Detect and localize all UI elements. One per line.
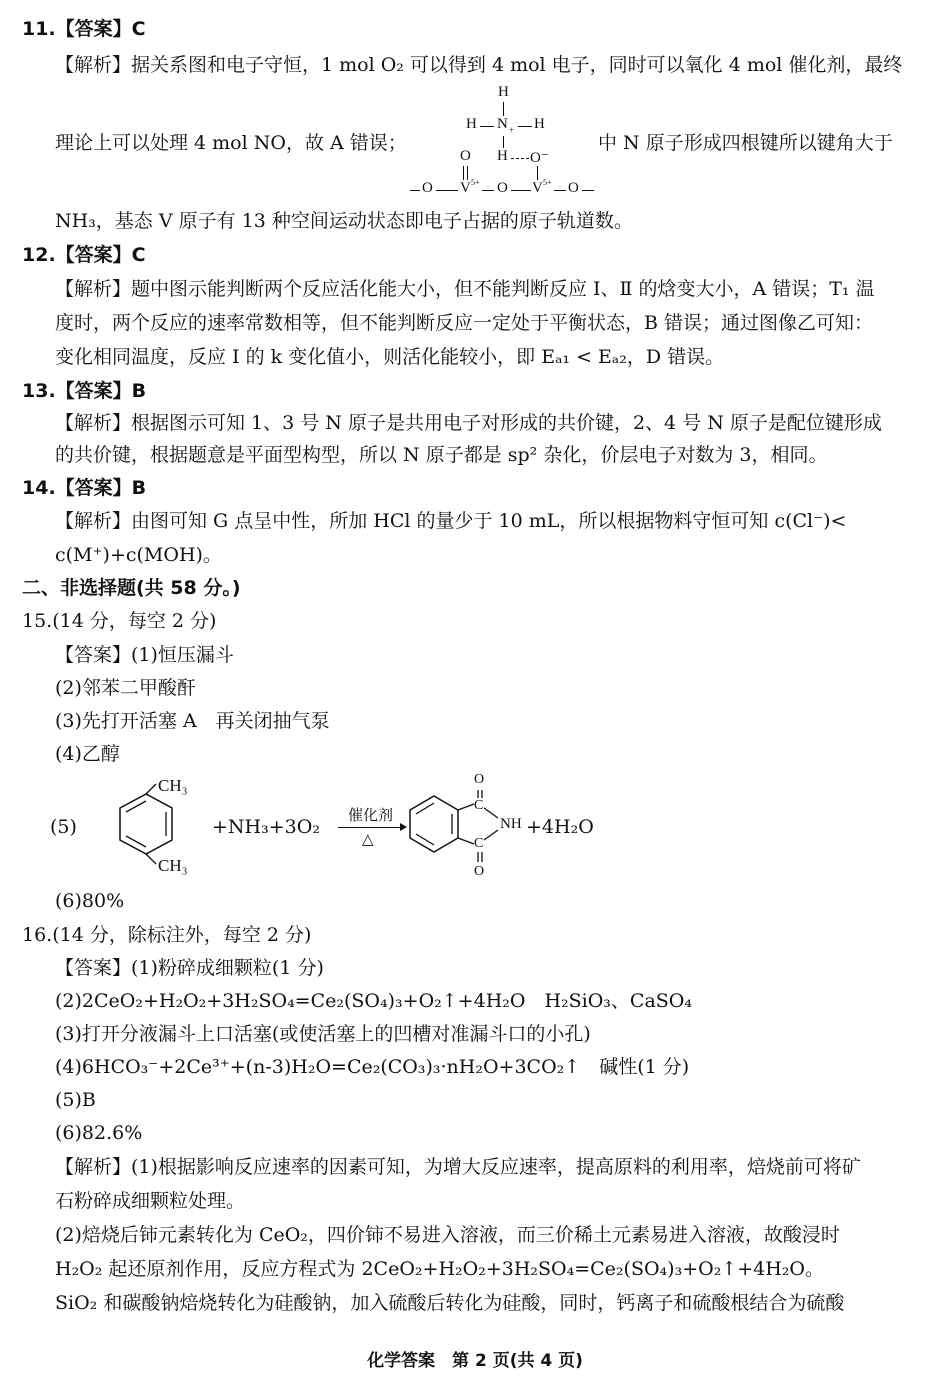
struct-v2-charge: 5+ [543,178,552,187]
q11-explanation-line3: NH₃，基态 V 原子有 13 种空间运动状态即电子占据的原子轨道数。 [55,210,633,232]
q15-heading: 15.(14 分，每空 2 分) [22,610,217,632]
struct-chain-o3: O [568,180,579,196]
bond-line [582,190,594,191]
bond-line [511,190,531,191]
struct-o-minus: O⁻ [530,150,549,166]
struct-h-left: H [466,116,477,132]
bond-line [537,166,538,180]
q14-explanation-line1: 【解析】由图可知 G 点呈中性，所加 HCl 的量少于 10 mL，所以根据物料守恒可知 c(Cl⁻)< [55,510,847,532]
struct-h-bottom: H [497,148,508,164]
q11-explanation-line1: 【解析】据关系图和电子守恒，1 mol O₂ 可以得到 4 mol 电子，同时可以氧化 4 mol 催化剂，最终 [55,54,903,76]
struct-n: N [497,116,508,132]
q12-answer-heading: 12.【答案】C [22,244,146,266]
q15-reaction-figure [50,770,610,886]
catalyst-label: 催化剂 [348,808,394,824]
bond-line [482,190,494,191]
reactants-text: +NH₃+3O₂ [212,816,320,838]
bond-line [410,190,420,191]
ch3-bottom: CH₃ [158,856,188,875]
bond-line [503,136,504,148]
struct-v1: V [460,180,471,196]
q13-explanation-line2: 的共价键，根据题意是平面型构型，所以 N 原子都是 sp² 杂化，价层电子对数为 3，相同。 [55,444,828,466]
page-footer: 化学答案 第 2 页(共 4 页) [367,1351,583,1371]
q14-answer-heading: 14.【答案】B [22,477,147,499]
bond-line [503,102,504,116]
struct-chain-o1: O [422,180,433,196]
q11-answer-heading: 11.【答案】C [22,18,146,40]
reaction-arrow [338,827,404,828]
q16-heading: 16.(14 分，除标注外，每空 2 分) [22,924,312,946]
struct-chain-o2: O [497,180,508,196]
heat-symbol: △ [362,832,374,848]
carbonyl-o-bottom: O [474,864,485,879]
imide-nh: NH [500,816,522,832]
section-2-heading: 二、非选择题(共 58 分。) [22,577,241,599]
q16-answer-3: (3)打开分液漏斗上口活塞(或使活塞上的凹槽对准漏斗口的小孔) [55,1023,591,1045]
q16-answer-6: (6)82.6% [55,1122,143,1144]
struct-v1-charge: 5+ [471,178,480,187]
q16-explanation-line5: SiO₂ 和碳酸钠焙烧转化为硅酸钠，加入硫酸后转化为硅酸，同时，钙离子和硫酸根结合为硫酸 [55,1292,845,1314]
q12-explanation-line1: 【解析】题中图示能判断两个反应活化能大小，但不能判断反应 Ⅰ、Ⅱ 的焓变大小，A 错误；T₁ 温 [55,278,875,300]
struct-o-top: O [460,148,471,164]
q16-explanation-line1: 【解析】(1)根据影响反应速率的因素可知，为增大反应速率，提高原料的利用率，焙烧前可将矿 [55,1156,861,1178]
bond-line [436,190,458,191]
q16-answer-1: 【答案】(1)粉碎成细颗粒(1 分) [55,957,324,979]
q16-answer-4: (4)6HCO₃⁻+2Ce³⁺+(n-3)H₂O=Ce₂(CO₃)₃·nH₂O+3CO₂↑ 碱性(1 分) [55,1056,690,1078]
q15-answer-3: (3)先打开活塞 A 再关闭抽气泵 [55,710,330,732]
carbonyl-o-top: O [474,772,485,787]
struct-plus: + [509,125,515,135]
o-xylene-ring [90,770,210,886]
products-tail: +4H₂O [526,816,594,838]
q16-explanation-line4: H₂O₂ 起还原剂作用，反应方程式为 2CeO₂+H₂O₂+3H₂SO₄=Ce₂(SO₄)₃+O₂↑+4H₂O。 [55,1258,824,1280]
q16-explanation-line3: (2)焙烧后铈元素转化为 CeO₂，四价铈不易进入溶液，而三价稀土元素易进入溶液，故酸浸时 [55,1224,840,1246]
q12-explanation-line2: 度时，两个反应的速率常数相等，但不能判断反应一定处于平衡状态，B 错误；通过图像乙可知： [55,312,874,334]
q15-answer-6: (6)80% [55,890,125,912]
bond-line [480,126,494,127]
q16-answer-2: (2)2CeO₂+H₂O₂+3H₂SO₄=Ce₂(SO₄)₃+O₂↑+4H₂O H₂SiO₃、CaSO₄ [55,990,693,1012]
hydrogen-bond-line [511,158,529,159]
q14-explanation-line2: c(M⁺)+c(MOH)。 [55,544,222,566]
q13-explanation-line1: 【解析】根据图示可知 1、3 号 N 原子是共用电子对形成的共价键，2、4 号 N 原子是配位键形成 [55,412,882,434]
struct-h-right: H [534,116,545,132]
q16-explanation-line2: 石粉碎成细颗粒处理。 [55,1190,246,1212]
bond-line [554,190,566,191]
double-bond-line [467,166,468,180]
bond-line [518,126,532,127]
q11-explanation-line2b: 中 N 原子形成四根键所以键角大于 [598,132,893,154]
q15-answer-4: (4)乙醇 [55,743,120,765]
q15-answer-1: 【答案】(1)恒压漏斗 [55,644,234,666]
q15-answer-2: (2)邻苯二甲酸酐 [55,677,196,699]
q11-explanation-line2a: 理论上可以处理 4 mol NO，故 A 错误； [55,132,407,154]
q13-answer-heading: 13.【答案】B [22,380,147,402]
q12-explanation-line3: 变化相同温度，反应 Ⅰ 的 k 变化值小，则活化能较小，即 Eₐ₁ < Eₐ₂，D 错误。 [55,346,725,368]
struct-h-top: H [498,84,509,100]
q16-answer-5: (5)B [55,1089,96,1111]
carbonyl-c-top: C [474,798,484,813]
q15-answer-5-label: (5) [50,816,77,838]
double-bond-line [463,166,464,180]
ch3-top: CH₃ [158,776,188,795]
struct-v2: V [532,180,543,196]
carbonyl-c-bottom: C [474,836,484,851]
q11-structure-figure [410,84,600,204]
